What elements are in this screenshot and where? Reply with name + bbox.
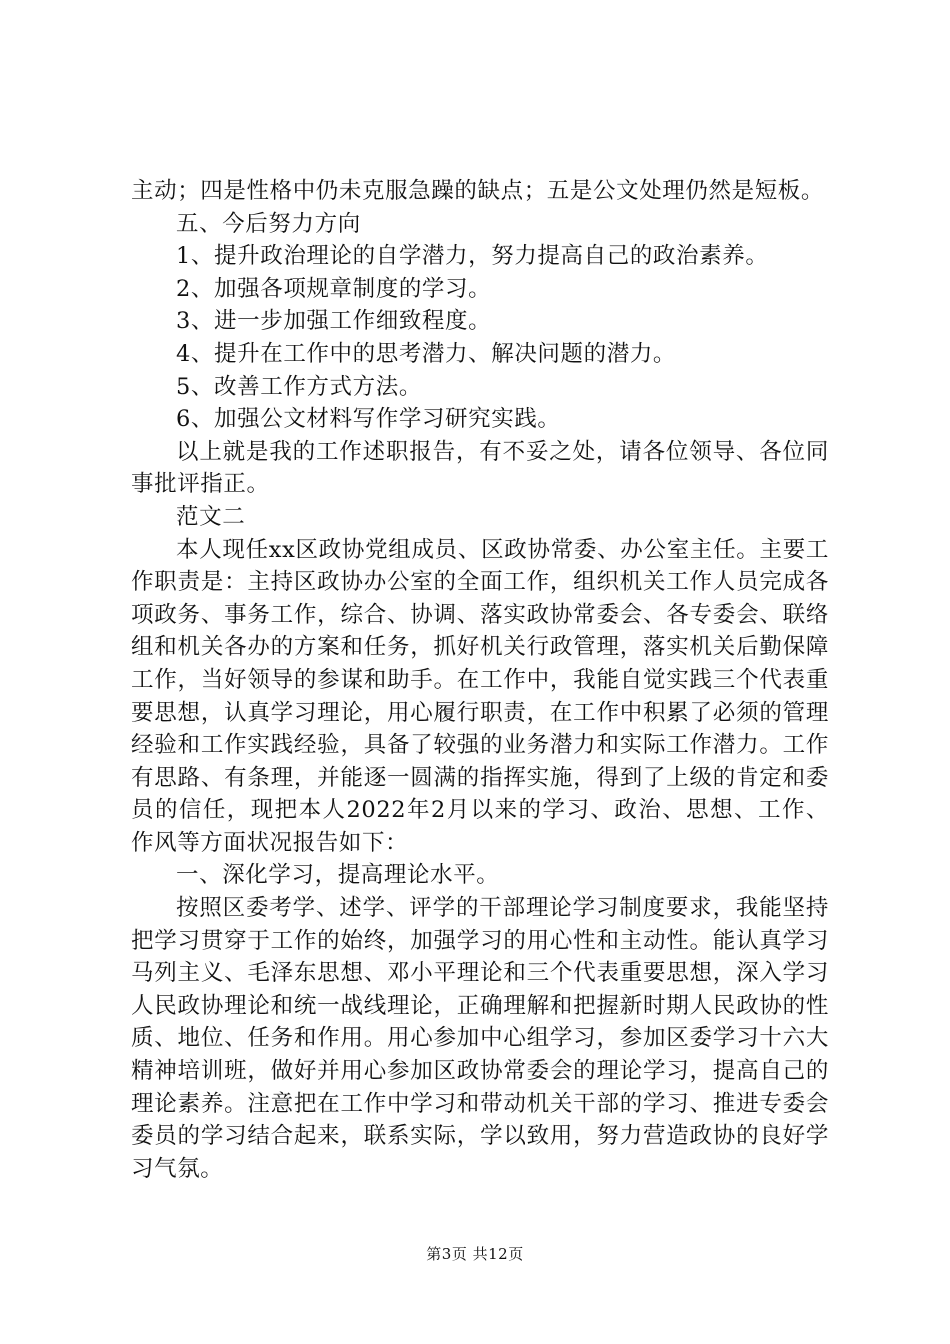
paragraph: 按照区委考学、述学、评学的干部理论学习制度要求，我能坚持把学习贯穿于工作的始终，加强学习的用心性和主动性。能认真学习马列主义、毛泽东思想、邓小平理论和三个代表重要思想，深入学习人民政协理论和统一战线理论，正确理解和把握新时期人民政协的性质、地位、任务和作用。用心参加中心组学习，参加区委学习十六大精神培训班，做好并用心参加区政协常委会的理论学习，提高自己的理论素养。注意把在工作中学习和带动机关干部的学习、推进专委会委员的学习结合起来，联系实际，学以致用，努力营造政协的良好学习气氛。 (131, 895, 829, 1182)
paragraph: 主动；四是性格中仍未克服急躁的缺点；五是公文处理仍然是短板。 (131, 178, 825, 204)
document-body (131, 175, 829, 1185)
list-item: 4、提升在工作中的思考潜力、解决问题的潜力。 (176, 340, 677, 367)
section-heading: 一、深化学习，提高理论水平。 (176, 862, 500, 889)
list-item: 2、加强各项规章制度的学习。 (176, 275, 492, 302)
section-heading: 范文二 (176, 503, 246, 530)
list-item: 1、提升政治理论的自学潜力，努力提高自己的政治素养。 (176, 243, 769, 270)
list-item: 5、改善工作方式方法。 (176, 373, 422, 400)
page-number-footer: 第3页 共12页 (426, 1245, 524, 1263)
paragraph: 本人现任xx区政协党组成员、区政协常委、办公室主任。主要工作职责是：主持区政协办公室的全面工作，组织机关工作人员完成各项政务、事务工作，综合、协调、落实政协常委会、各专委会、联络组和机关各办的方案和任务，抓好机关行政管理，落实机关后勤保障工作，当好领导的参谋和助手。在工作中，我能自觉实践三个代表重要思想，认真学习理论，用心履行职责，在工作中积累了必须的管理经验和工作实践经验，具备了较强的业务潜力和实际工作潜力。工作有思路、有条理，并能逐一圆满的指挥实施，得到了上级的肯定和委员的信任，现把本人2022年2月以来的学习、政治、思想、工作、作风等方面状况报告如下： (131, 536, 829, 856)
section-heading: 五、今后努力方向 (176, 210, 361, 237)
paragraph: 以上就是我的工作述职报告，有不妥之处，请各位领导、各位同事批评指正。 (131, 438, 829, 498)
list-item: 3、进一步加强工作细致程度。 (176, 308, 492, 335)
list-item: 6、加强公文材料写作学习研究实践。 (176, 406, 561, 433)
